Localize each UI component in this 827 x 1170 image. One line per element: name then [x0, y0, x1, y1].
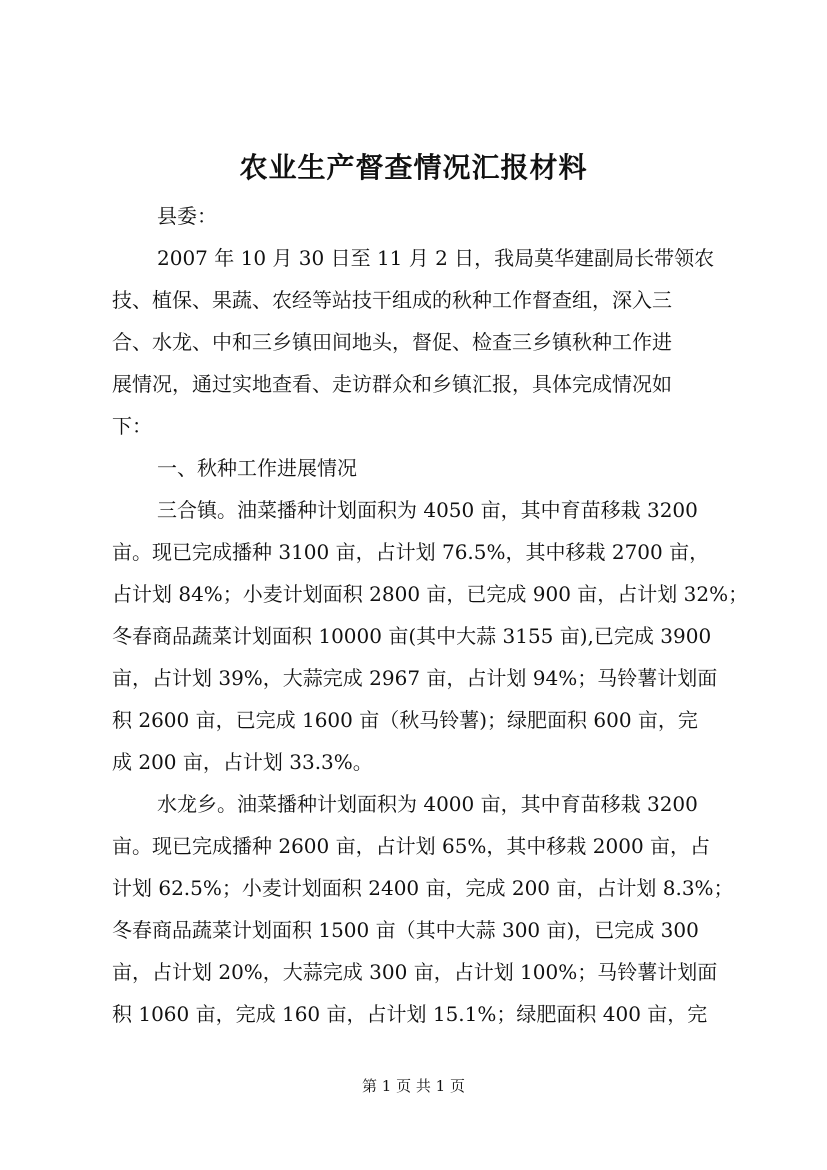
page-number-footer: 第 1 页 共 1 页	[362, 1077, 465, 1095]
paragraph-line: 占计划 84%；小麦计划面积 2800 亩，已完成 900 亩，占计划 32%；	[112, 582, 749, 606]
paragraph-line: 三合镇。油菜播种计划面积为 4050 亩，其中育苗移栽 3200	[157, 498, 698, 522]
paragraph-line: 技、植保、果蔬、农经等站技干组成的秋种工作督查组，深入三	[112, 288, 672, 312]
paragraph-line: 积 1060 亩，完成 160 亩，占计划 15.1%；绿肥面积 400 亩，完	[112, 1002, 708, 1026]
greeting-line: 县委：	[157, 204, 217, 228]
paragraph-line: 积 2600 亩，已完成 1600 亩（秋马铃薯)；绿肥面积 600 亩，完	[112, 708, 698, 732]
paragraph-line: 成 200 亩，占计划 33.3%。	[112, 750, 373, 774]
paragraph-line: 冬春商品蔬菜计划面积 10000 亩(其中大蒜 3155 亩),已完成 3900	[112, 624, 712, 648]
paragraph-line: 2007 年 10 月 30 日至 11 月 2 日，我局莫华建副局长带领农	[157, 246, 715, 270]
document-title: 农业生产督查情况汇报材料	[239, 151, 588, 184]
paragraph-line: 水龙乡。油菜播种计划面积为 4000 亩，其中育苗移栽 3200	[157, 792, 698, 816]
paragraph-line: 计划 62.5%；小麦计划面积 2400 亩，完成 200 亩，占计划 8.3%；	[112, 876, 734, 900]
paragraph-line: 合、水龙、中和三乡镇田间地头，督促、检查三乡镇秋种工作进	[112, 330, 672, 354]
paragraph-line: 冬春商品蔬菜计划面积 1500 亩（其中大蒜 300 亩)，已完成 300	[112, 918, 699, 942]
paragraph-line: 亩。现已完成播种 2600 亩，占计划 65%，其中移栽 2000 亩，占	[112, 834, 711, 858]
paragraph-line: 亩，占计划 20%，大蒜完成 300 亩，占计划 100%；马铃薯计划面	[112, 960, 718, 984]
paragraph-line: 下：	[112, 414, 152, 438]
section-heading: 一、秋种工作进展情况	[157, 456, 357, 480]
paragraph-line: 亩。现已完成播种 3100 亩，占计划 76.5%，其中移栽 2700 亩，	[112, 540, 710, 564]
paragraph-line: 展情况，通过实地查看、走访群众和乡镇汇报，具体完成情况如	[112, 372, 672, 396]
paragraph-line: 亩，占计划 39%，大蒜完成 2967 亩，占计划 94%；马铃薯计划面	[112, 666, 718, 690]
